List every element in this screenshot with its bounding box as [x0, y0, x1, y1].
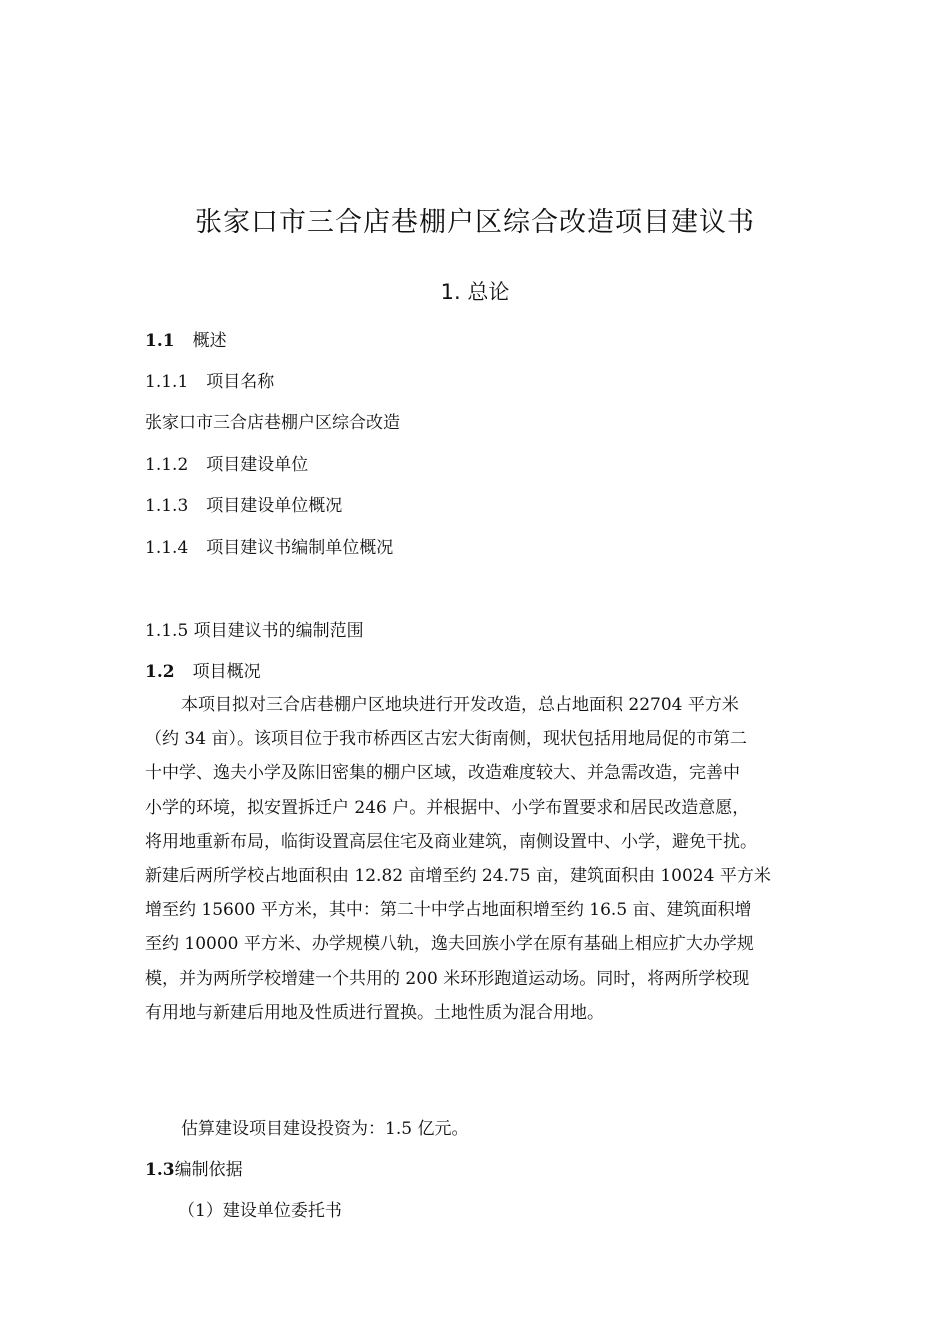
subsection-number: 1.1.3 — [145, 496, 189, 516]
paragraph-line: 小学的环境，拟安置拆迁户 246 户。并根据中、小学布置要求和居民改造意愿， — [145, 797, 750, 818]
subsection-label: 项目名称 — [206, 372, 275, 392]
section-heading-1-2 — [145, 657, 261, 682]
investment-estimate-text: 估算建设项目建设投资为：1.5 亿元。 — [181, 1119, 469, 1139]
subsection-heading-1-1-4 — [145, 533, 393, 558]
subsection-heading-1-1-3 — [145, 491, 342, 516]
subsection-number: 1.1.2 — [145, 455, 189, 475]
subsection-label: 项目建设单位 — [206, 455, 309, 475]
subsection-heading-1-1-5: 1.1.5 项目建议书的编制范围 — [145, 621, 364, 641]
paragraph-line: 将用地重新布局，临街设置高层住宅及商业建筑，南侧设置中、小学，避免干扰。 — [145, 831, 757, 852]
paragraph-line: （约 34 亩）。该项目位于我市桥西区古宏大街南侧，现状包括用地局促的市第二 — [145, 729, 747, 750]
paragraph-line: 新建后两所学校占地面积由 12.82 亩增至约 24.75 亩，建筑面积由 10024 平方米 — [145, 866, 771, 887]
subsection-label: 项目建设单位概况 — [206, 496, 343, 516]
paragraph-line: 本项目拟对三合店巷棚户区地块进行开发改造，总占地面积 22704 平方米 — [181, 695, 739, 715]
project-overview-paragraph — [145, 688, 805, 1030]
subsection-heading-1-1-1 — [145, 367, 274, 392]
paragraph-line: 增至约 15600 平方米，其中：第二十中学占地面积增至约 16.5 亩、建筑面积增 — [145, 900, 752, 921]
basis-list-item: （1）建设单位委托书 — [178, 1201, 342, 1221]
section-label: 概述 — [192, 331, 227, 351]
subsection-number: 1.1.1 — [145, 372, 189, 392]
document-title: 张家口市三合店巷棚户区综合改造项目建议书 — [195, 207, 755, 238]
section-number: 1.2 — [145, 662, 175, 682]
paragraph-line: 有用地与新建后用地及性质进行置换。土地性质为混合用地。 — [145, 1002, 604, 1023]
project-name-text: 张家口市三合店巷棚户区综合改造 — [145, 413, 400, 433]
section-number: 1.3 — [145, 1160, 175, 1180]
section-number: 1.1 — [145, 331, 175, 351]
chapter-heading: 1. 总论 — [440, 280, 510, 304]
paragraph-line: 十中学、逸夫小学及陈旧密集的棚户区域，改造难度较大、并急需改造，完善中 — [145, 763, 740, 784]
section-label: 编制依据 — [174, 1160, 243, 1180]
paragraph-line: 模，并为两所学校增建一个共用的 200 米环形跑道运动场。同时，将两所学校现 — [145, 968, 750, 989]
section-heading-1-1 — [145, 326, 227, 351]
subsection-label: 项目建议书编制单位概况 — [206, 538, 394, 558]
section-label: 项目概况 — [192, 662, 261, 682]
subsection-number: 1.1.4 — [145, 538, 189, 558]
paragraph-line: 至约 10000 平方米、办学规模八轨，逸夫回族小学在原有基础上相应扩大办学规 — [145, 934, 754, 955]
subsection-heading-1-1-2 — [145, 450, 308, 475]
section-heading-1-3 — [145, 1155, 243, 1180]
